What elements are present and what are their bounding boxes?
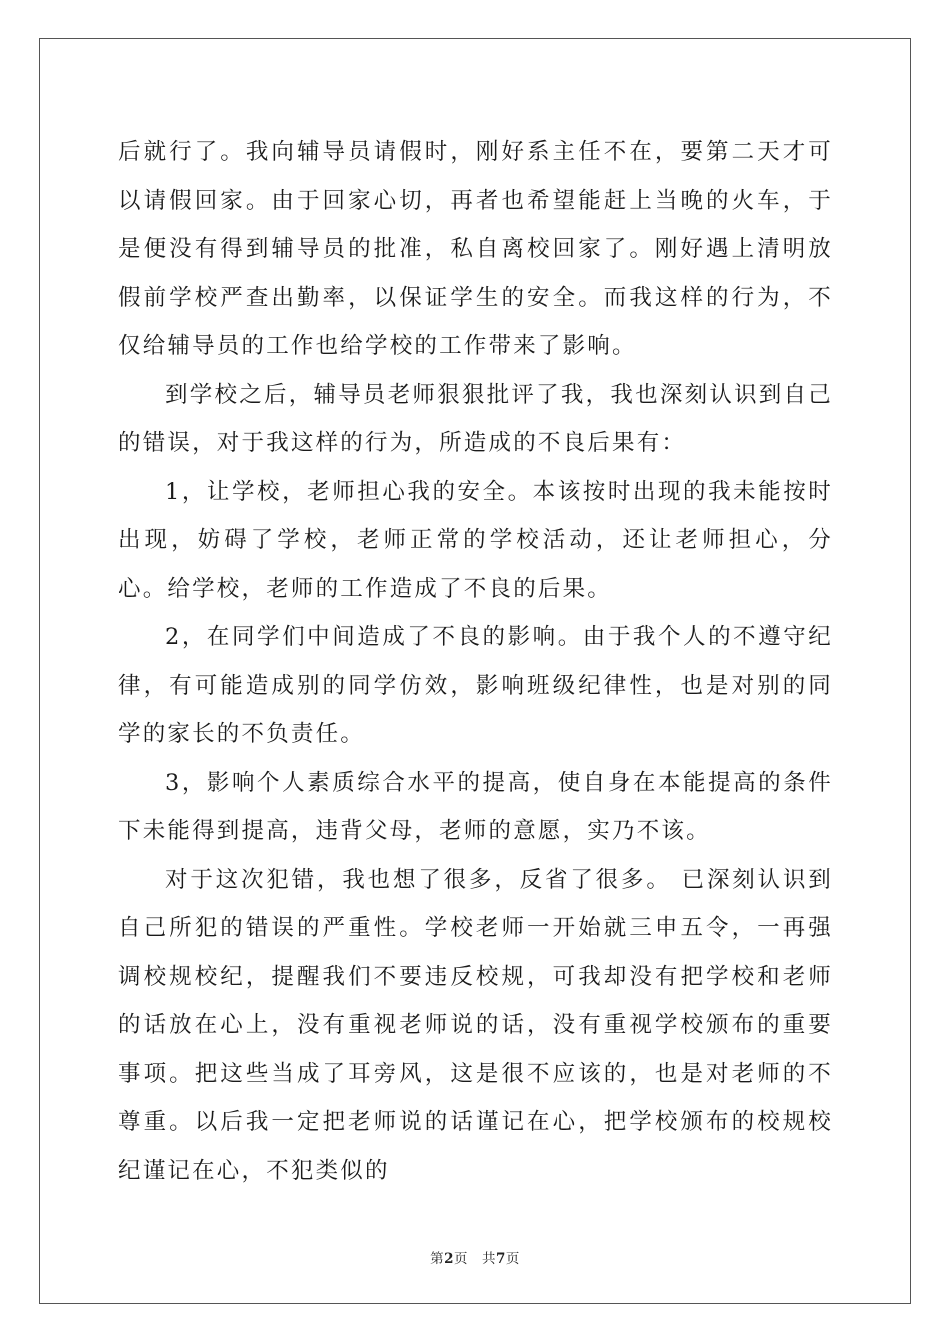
page-number-footer	[0, 1247, 950, 1267]
page-current: 2	[444, 1251, 454, 1267]
page-prefix: 第	[430, 1251, 445, 1267]
page-total: 7	[496, 1251, 506, 1267]
page-suffix: 页	[454, 1251, 468, 1267]
total-prefix: 共	[482, 1251, 496, 1267]
paragraph-consequence-3: 3，影响个人素质综合水平的提高，使自身在本能提高的条件下未能得到提高，违背父母，老师的意愿，实乃不该。	[118, 769, 833, 844]
total-suffix: 页	[505, 1251, 520, 1267]
paragraph-consequence-2: 2，在同学们中间造成了不良的影响。由于我个人的不遵守纪律，有可能造成别的同学仿效，影响班级纪律性，也是对别的同学的家长的不负责任。	[118, 624, 833, 747]
paragraph-consequences-intro: 到学校之后，辅导员老师狠狠批评了我，我也深刻认识到自己的错误，对于我这样的行为，所造成的不良后果有：	[118, 381, 833, 456]
paragraph-reflection: 对于这次犯错，我也想了很多，反省了很多。 已深刻认识到自己所犯的错误的严重性。学校老师一开始就三申五令，一再强调校规校纪，提醒我们不要违反校规，可我却没有把学校和老师的话放在心上，没有重视老师说的话，没有重视学校颁布的重要事项。把这些当成了耳旁风，这是很不应该的，也是对老师的不尊重。以后我一定把老师说的话谨记在心，把学校颁布的校规校纪谨记在心，不犯类似的	[118, 866, 833, 1184]
document-body	[118, 128, 833, 1195]
paragraph-consequence-1: 1，让学校，老师担心我的安全。本该按时出现的我未能按时出现，妨碍了学校，老师正常的学校活动，还让老师担心，分心。给学校，老师的工作造成了不良的后果。	[118, 478, 833, 602]
paragraph-continued: 后就行了。我向辅导员请假时，刚好系主任不在，要第二天才可以请假回家。由于回家心切，再者也希望能赶上当晚的火车，于是便没有得到辅导员的批准，私自离校回家了。刚好遇上清明放假前学校严查出勤率，以保证学生的安全。而我这样的行为，不仅给辅导员的工作也给学校的工作带来了影响。	[118, 139, 833, 359]
